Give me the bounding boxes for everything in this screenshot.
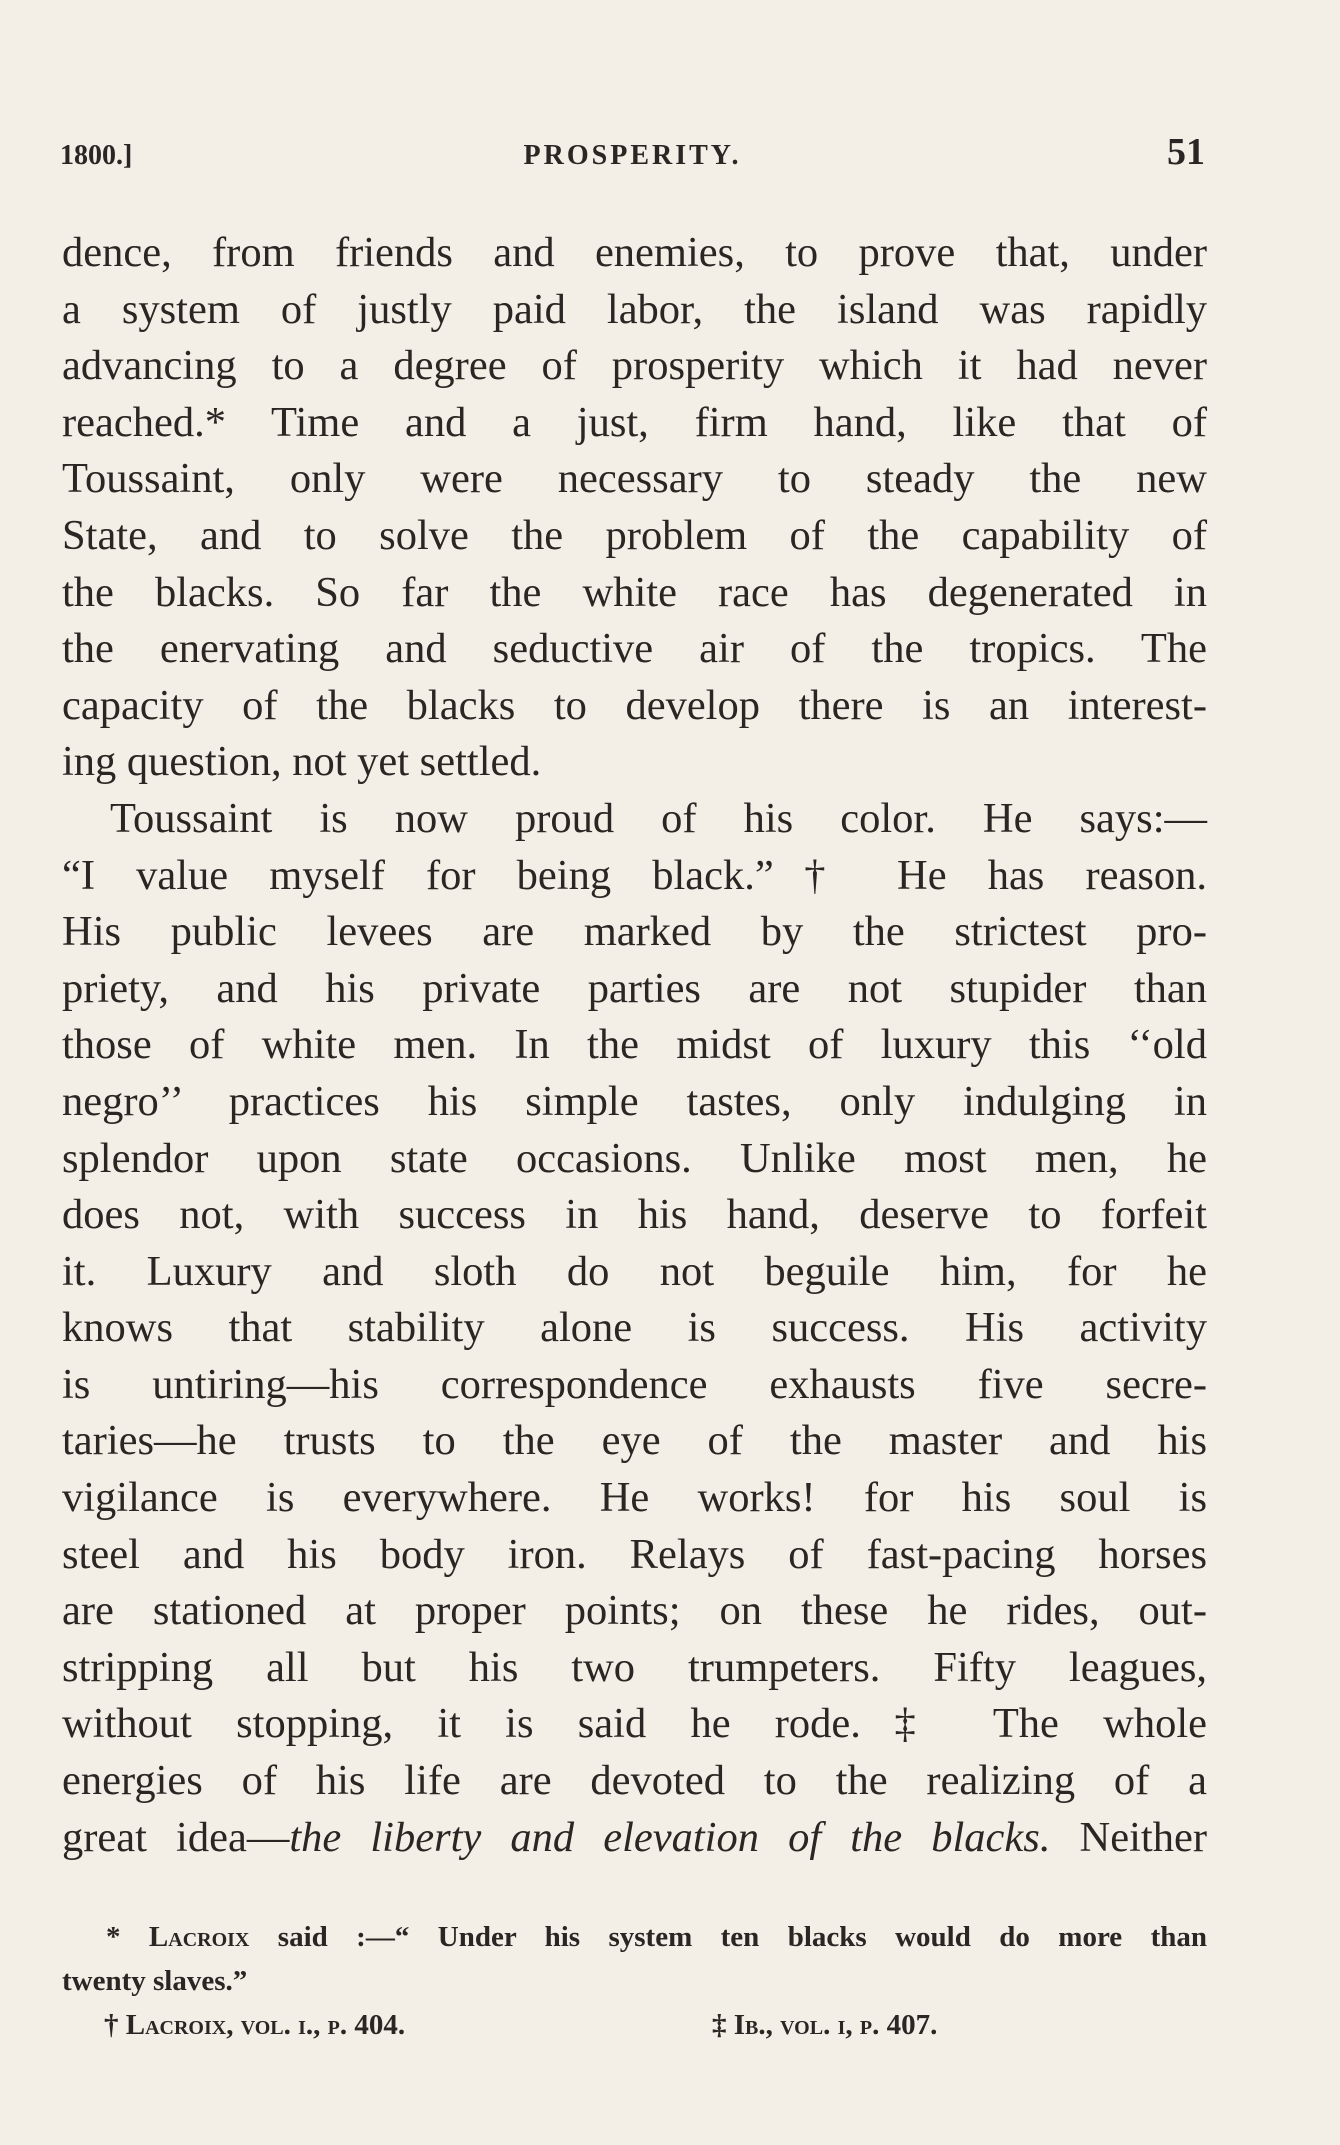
text-line: stripping all but his two trumpeters. Fifty leagues,: [62, 1643, 1207, 1691]
text-line: priety, and his private parties are not stupider than: [62, 964, 1207, 1012]
text-line: dence, from friends and enemies, to prove that, under: [62, 229, 1207, 276]
text-line: advancing to a degree of prosperity which it had never: [62, 342, 1207, 390]
page-number: 51: [1167, 131, 1205, 173]
text-line: does not, with success in his hand, deserve to forfeit: [62, 1191, 1207, 1239]
text-line: His public levees are marked by the strictest pro-: [62, 908, 1207, 956]
text-line: capacity of the blacks to develop there is an interest-: [62, 681, 1207, 729]
footnote-references: [62, 2003, 1207, 2047]
text-line-final: [62, 1810, 1207, 1867]
text-line: the enervating and seductive air of the tropics. The: [62, 625, 1207, 673]
text-line: knows that stability alone is success. His activity: [62, 1304, 1207, 1352]
footnote-1: [62, 1915, 1207, 1959]
text-line: “I value myself for being black.”† He has reason.: [62, 851, 1207, 899]
header-title: PROSPERITY.: [523, 140, 742, 171]
text-line: a system of justly paid labor, the island was rapidly: [62, 285, 1207, 333]
footnote-text: said :—“ Under his system ten blacks would do more than: [249, 1921, 1207, 1953]
text-line: reached.* Time and a just, firm hand, like that of: [62, 398, 1207, 446]
paragraph-1: [62, 225, 1207, 791]
text-line: splendor upon state occasions. Unlike most men, he: [62, 1134, 1207, 1182]
text-line: are stationed at proper points; on these he rides, out-: [62, 1587, 1207, 1635]
text-line: it. Luxury and sloth do not beguile him, for he: [62, 1247, 1207, 1295]
text-line: negro’’ practices his simple tastes, only indulging in: [62, 1077, 1207, 1125]
footnote-2: † Lacroix, vol. i., p. 404.: [104, 2009, 406, 2041]
body-text: [62, 225, 1207, 1866]
italic-phrase: the liberty and elevation of the blacks.: [289, 1813, 1051, 1861]
footnote-3: ‡ Ib., vol. i, p. 407.: [712, 2009, 938, 2041]
text-line: energies of his life are devoted to the realizing of a: [62, 1757, 1207, 1805]
text-line: vigilance is everywhere. He works! for his soul is: [62, 1474, 1207, 1522]
footnotes: [62, 1915, 1207, 2047]
footnote-1-continued: twenty slaves.”: [62, 1965, 248, 1997]
final-line-prefix: great idea—: [62, 1813, 290, 1861]
header-year: 1800.]: [60, 140, 133, 171]
text-line: Toussaint is now proud of his color. He says:—: [110, 794, 1207, 842]
text-line: ing question, not yet settled.: [62, 738, 542, 786]
text-line: steel and his body iron. Relays of fast-pacing horses: [62, 1530, 1207, 1578]
paragraph-2: [62, 791, 1207, 1866]
text-line: without stopping, it is said he rode.‡ The whole: [62, 1700, 1207, 1748]
text-line: taries—he trusts to the eye of the master and his: [62, 1417, 1207, 1465]
text-line: the blacks. So far the white race has degenerated in: [62, 568, 1207, 616]
text-line: State, and to solve the problem of the capability of: [62, 511, 1207, 559]
text-line: is untiring—his correspondence exhausts five secre-: [62, 1360, 1207, 1408]
footnote-marker: *: [106, 1921, 149, 1953]
footnote-author: Lacroix: [148, 1921, 250, 1953]
text-line: those of white men. In the midst of luxury this ‘‘old: [62, 1021, 1207, 1069]
text-line: Toussaint, only were necessary to steady the new: [62, 455, 1207, 503]
running-head: [60, 131, 1205, 180]
final-line-suffix: Neither: [1050, 1813, 1207, 1861]
